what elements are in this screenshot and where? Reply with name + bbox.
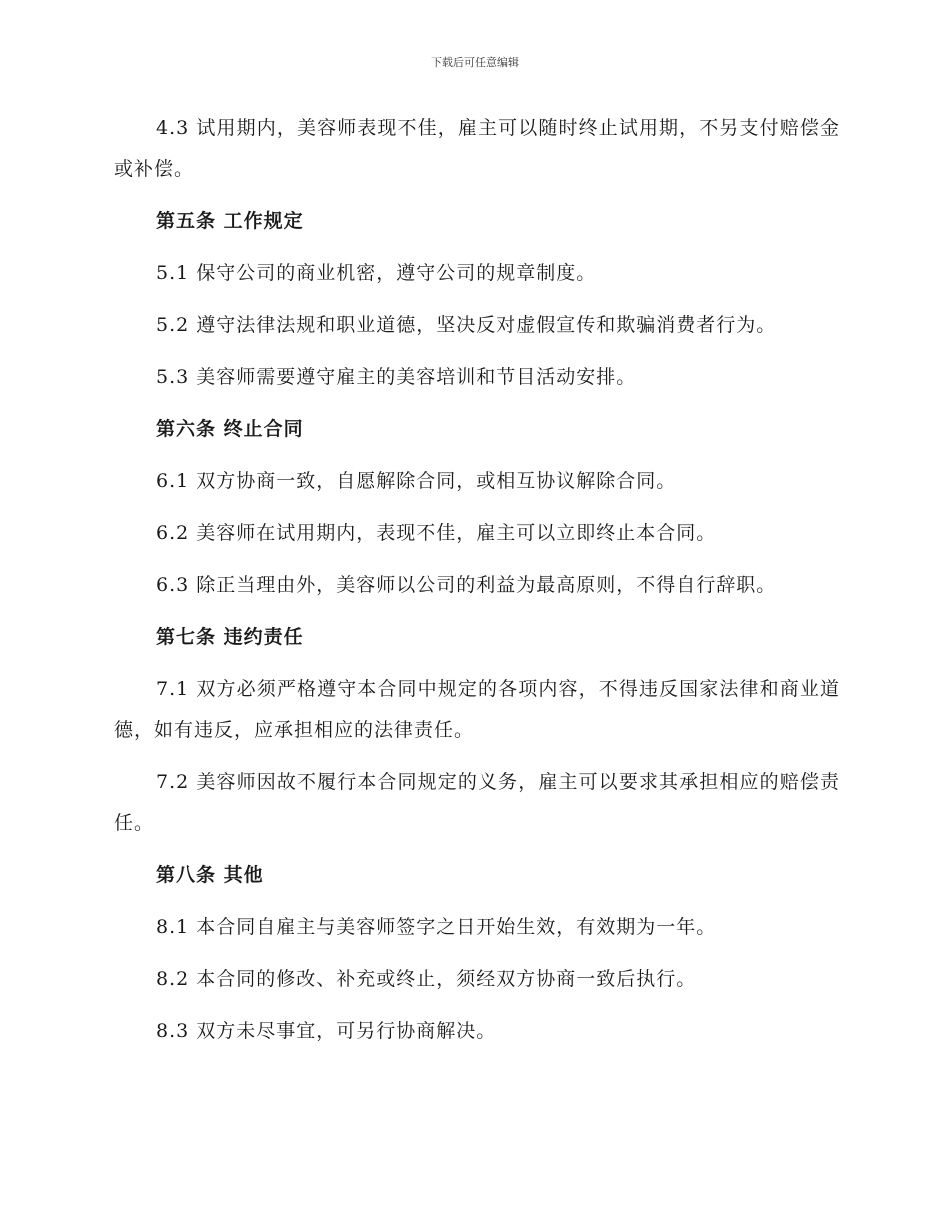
article-5-heading: 第五条 工作规定 (156, 210, 304, 232)
clause-5-1: 5.1 保守公司的商业机密，遵守公司的规章制度。 (156, 262, 597, 284)
clause-8-3: 8.3 双方未尽事宜，可另行协商解决。 (156, 1020, 497, 1042)
article-6-heading: 第六条 终止合同 (156, 418, 304, 440)
clause-6-1: 6.1 双方协商一致，自愿解除合同，或相互协议解除合同。 (156, 470, 677, 492)
clause-6-3: 6.3 除正当理由外，美容师以公司的利益为最高原则，不得自行辞职。 (156, 574, 777, 596)
clause-6-2: 6.2 美容师在试用期内，表现不佳，雇主可以立即终止本合同。 (156, 522, 717, 544)
article-7-heading: 第七条 违约责任 (156, 626, 304, 648)
page-header-note: 下载后可任意编辑 (431, 56, 519, 69)
document-body (114, 108, 840, 1063)
clause-5-3: 5.3 美容师需要遵守雇主的美容培训和节目活动安排。 (156, 366, 637, 388)
clause-7-1: 7.1 双方必须严格遵守本合同中规定的各项内容，不得违反国家法律和商业道德，如有违反，应承担相应的法律责任。 (114, 678, 840, 741)
clause-7-2: 7.2 美容师因故不履行本合同规定的义务，雇主可以要求其承担相应的赔偿责任。 (114, 771, 840, 834)
clause-4-3: 4.3 试用期内，美容师表现不佳，雇主可以随时终止试用期，不另支付赔偿金或补偿。 (114, 117, 840, 180)
clause-8-1: 8.1 本合同自雇主与美容师签字之日开始生效，有效期为一年。 (156, 916, 717, 938)
clause-8-2: 8.2 本合同的修改、补充或终止，须经双方协商一致后执行。 (156, 968, 697, 990)
clause-5-2: 5.2 遵守法律法规和职业道德，坚决反对虚假宣传和欺骗消费者行为。 (156, 314, 777, 336)
article-8-heading: 第八条 其他 (156, 864, 264, 886)
